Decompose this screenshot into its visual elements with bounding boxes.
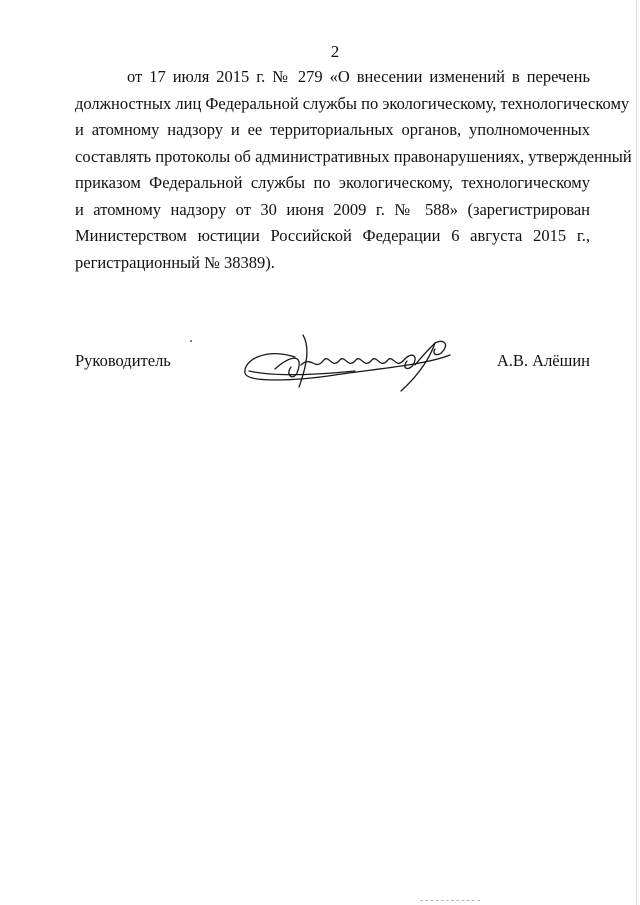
paragraph-line: Министерством юстиции Российской Федерации 6 августа 2015 г., xyxy=(75,226,590,245)
paragraph-line: и атомному надзору от 30 июня 2009 г. № 588» (зарегистрирован xyxy=(75,199,590,219)
handwritten-signature xyxy=(235,325,465,395)
signatory-name: А.В. Алёшин xyxy=(496,351,590,370)
page-number: 2 xyxy=(330,42,340,61)
signatory-title: Руководитель xyxy=(75,351,171,370)
page-edge xyxy=(420,899,480,901)
paragraph-line: регистрационный № 38389). xyxy=(75,252,275,272)
paragraph-line: должностных лиц Федеральной службы по экологическому, технологическому xyxy=(75,93,630,113)
scan-speck xyxy=(190,340,192,342)
paragraph-line: и атомному надзору и ее территориальных органов, уполномоченных xyxy=(75,120,590,139)
paragraph-line: составлять протоколы об административных правонарушениях, утвержденный xyxy=(75,146,632,166)
page-edge xyxy=(636,0,637,905)
paragraph-line: приказом Федеральной службы по экологическому, технологическому xyxy=(75,173,590,192)
signature-block xyxy=(75,345,590,385)
body-paragraph xyxy=(75,64,632,276)
paragraph-line: от 17 июля 2015 г. № 279 «О внесении изменений в перечень xyxy=(127,67,590,86)
